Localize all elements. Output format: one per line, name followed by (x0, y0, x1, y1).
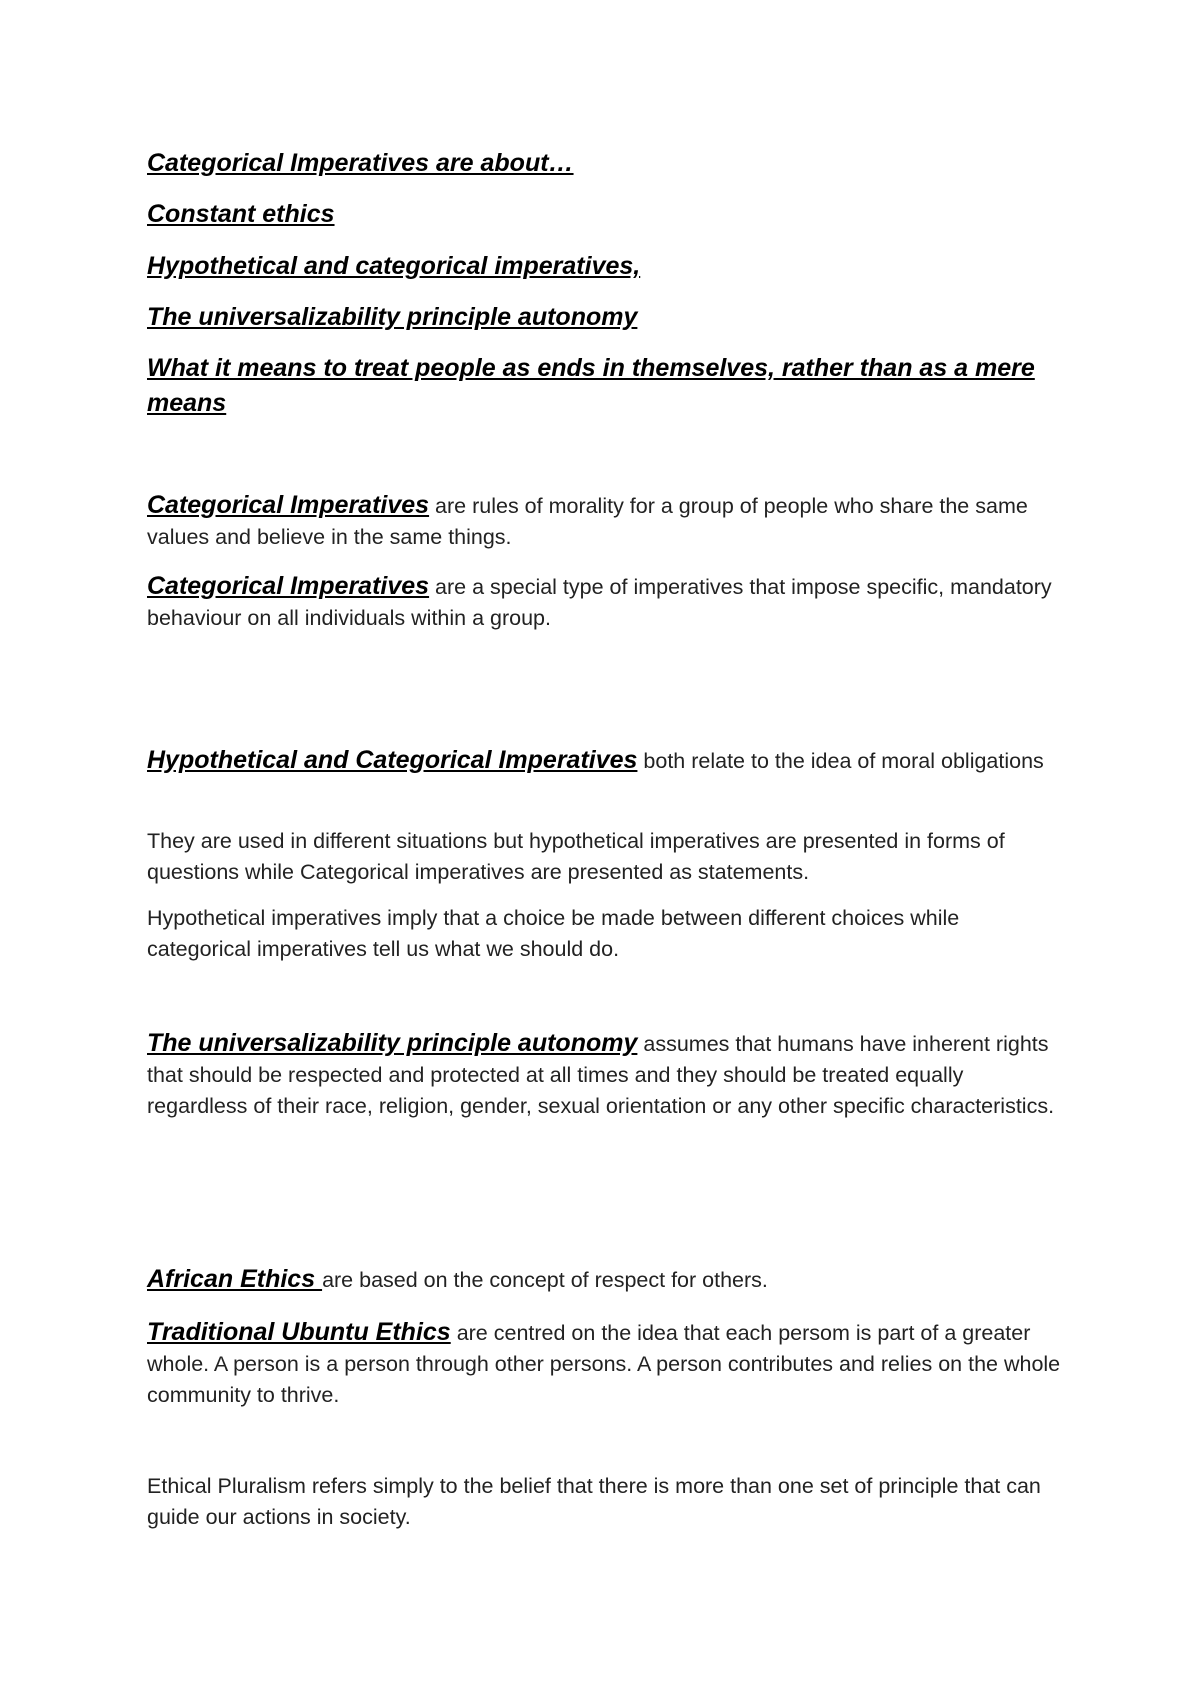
definition-text: are centred on the idea that each persom is part of a greater whole. A person is a person through other persons. A person contributes and relies on the whole community to thrive. (147, 1321, 1061, 1407)
paragraph-universalizability (147, 1028, 1067, 1122)
definition-text: are based on the concept of respect for others. (322, 1268, 768, 1292)
term-african-ethics: African Ethics (147, 1265, 323, 1293)
term-categorical-imperatives: Categorical Imperatives (147, 572, 430, 600)
paragraph-hypothetical-categorical (147, 745, 1067, 777)
paragraph-african-ethics (147, 1264, 1067, 1296)
topic-universalizability: The universalizability principle autonomy (147, 303, 638, 331)
paragraph-ethical-pluralism: Ethical Pluralism refers simply to the belief that there is more than one set of principle that can guide our actions in society. (147, 1474, 1041, 1529)
topic-hypothetical-categorical: Hypothetical and categorical imperatives, (147, 252, 641, 280)
definition-text: assumes that humans have inherent rights that should be respected and protected at all times and they should be treated equally regardless of their race, religion, gender, sexual orientation or any other specific characteristics. (147, 1032, 1055, 1118)
paragraph-ubuntu-ethics (147, 1317, 1067, 1411)
topic-ends-means: What it means to treat people as ends in themselves, rather than as a mere means (147, 354, 1035, 417)
term-universalizability: The universalizability principle autonomy (147, 1029, 638, 1057)
definition-text: both relate to the idea of moral obligations (637, 749, 1044, 773)
definition-text: are rules of morality for a group of people who share the same values and believe in the same things. (147, 494, 1028, 549)
definition-text: are a special type of imperatives that impose specific, mandatory behaviour on all individuals within a group. (147, 575, 1052, 630)
paragraph-categorical-1 (147, 490, 1067, 553)
term-hypothetical-categorical: Hypothetical and Categorical Imperatives (147, 746, 638, 774)
topic-intro-heading: Categorical Imperatives are about… (147, 149, 574, 177)
paragraph-choices: Hypothetical imperatives imply that a choice be made between different choices while categorical imperatives tell us what we should do. (147, 906, 960, 961)
term-ubuntu-ethics: Traditional Ubuntu Ethics (147, 1318, 451, 1346)
paragraph-categorical-2 (147, 571, 1067, 634)
paragraph-situations: They are used in different situations but hypothetical imperatives are presented in forms of questions while Categorical imperatives are presented as statements. (147, 829, 1005, 884)
topic-constant-ethics: Constant ethics (147, 200, 335, 228)
term-categorical-imperatives: Categorical Imperatives (147, 491, 430, 519)
